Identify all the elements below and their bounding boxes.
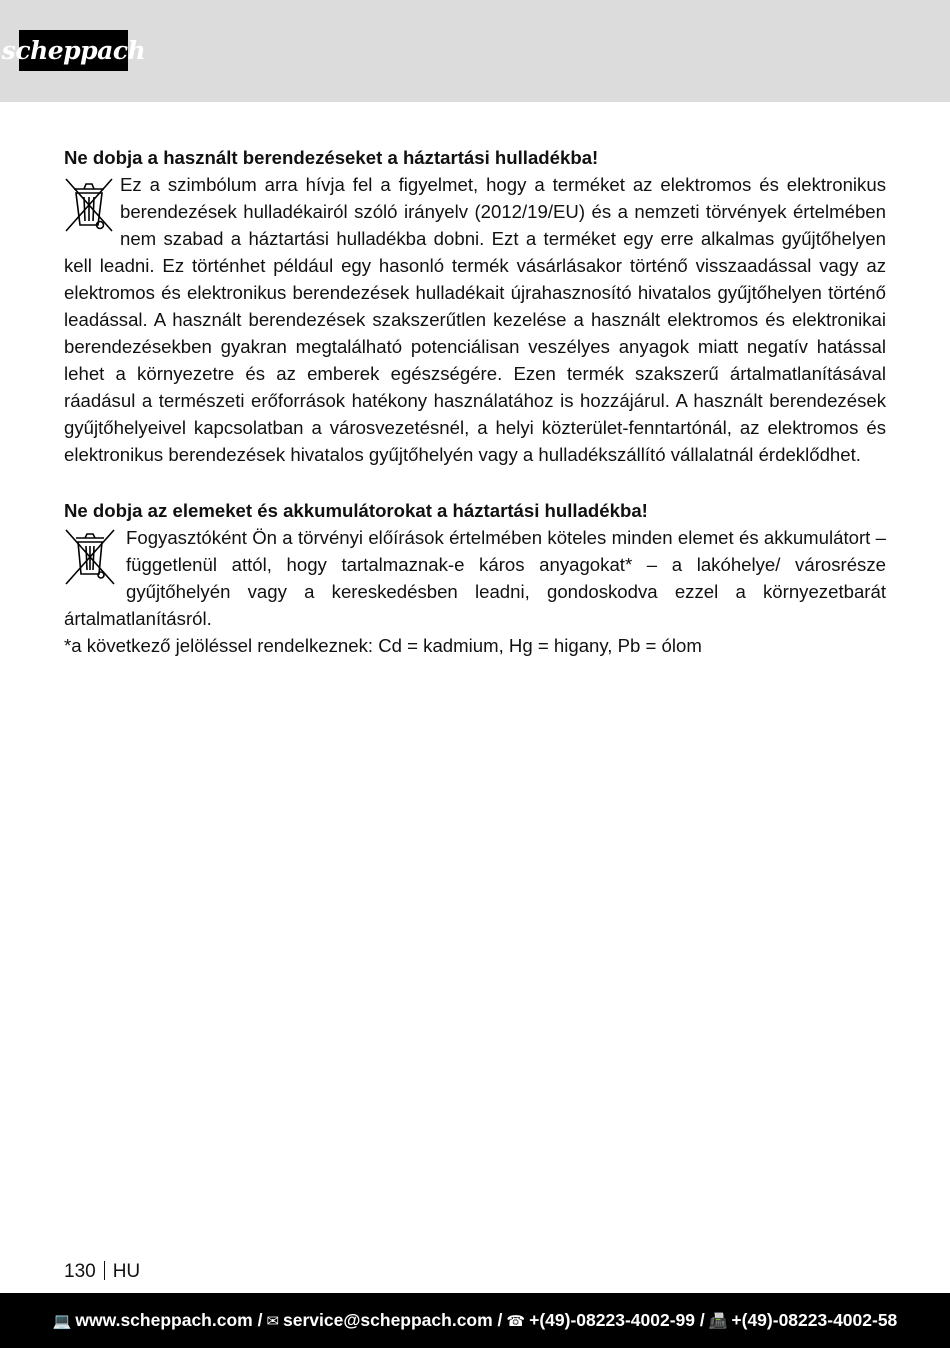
crossed-out-battery-bin-icon [64,528,116,586]
fax-icon: 📠 [708,1312,728,1330]
battery-text: Fogyasztóként Ön a törvényi előírások értelmében köteles minden elemet és akkumulátort – függetlenül attól, hogy tartalmaznak-e káros anyagokat* – a lakóhelye/ városrésze gyűjtőhelyén vagy a kereskedésben leadni, gondoskodva ezzel a környezetbarát ártalmatlanításról. [64,527,886,629]
computer-icon: 💻 [52,1312,72,1330]
footer-phone: +(49)-08223-4002-99 / [529,1310,705,1330]
phone-icon: ☎ [506,1312,526,1330]
footer-website[interactable]: www.scheppach.com / [75,1310,263,1330]
scheppach-logo: scheppach [19,30,128,71]
page-number [64,1260,140,1284]
page-header [0,0,950,102]
email-icon: ✉ [266,1312,280,1330]
page-separator [104,1261,105,1280]
main-content [64,144,886,659]
weee-text: Ez a szimbólum arra hívja fel a figyelmet, hogy a terméket az elektromos és elektronikus berendezések hulladékairól szóló irányelv (2012/19/EU) és a nemzeti törvények értelmében nem szabad a háztartási hulladékba dobni. Ezt a terméket egy erre alkalmas gyűjtőhelyen kell leadni. Ez történhet például egy hasonló termék vásárlásakor történő visszaadással vagy az elektromos és elektronikus berendezések hulladékait újrahasznosító hivatalos gyűjtőhelyen történő leadással. A használt berendezések szakszerűtlen kezelése a használt elektromos és elektronikai berendezésekben gyakran megtalálható potenciálisan veszélyes anyagok miatt negatív hatással lehet a környezetre és az emberek egészségére. Ezen termék szakszerű ártalmatlanításával ráadásul a természeti erőforrások hatékony használatához is hozzájárul. A használt berendezések gyűjtőhelyeivel kapcsolatban a városvezetésnél, a helyi közterület-fenntartónál, az elektromos és elektronikus berendezések hivatalos gyűjtőhelyén vagy a hulladékszállító vállalatnál érdeklődhet. [64,174,886,465]
page-number-value: 130 [64,1261,96,1282]
footer-fax: +(49)-08223-4002-58 [731,1310,898,1330]
page-footer [0,1293,950,1348]
battery-footnote: *a következő jelöléssel rendelkeznek: Cd = kadmium, Hg = higany, Pb = ólom [64,635,702,656]
battery-heading: Ne dobja az elemeket és akkumulátorokat a háztartási hulladékba! [64,500,648,521]
crossed-out-wheelie-bin-icon [64,175,114,251]
weee-heading: Ne dobja a használt berendezéseket a háztartási hulladékba! [64,147,599,168]
footer-email[interactable]: service@scheppach.com / [283,1310,503,1330]
page-language: HU [112,1261,141,1282]
